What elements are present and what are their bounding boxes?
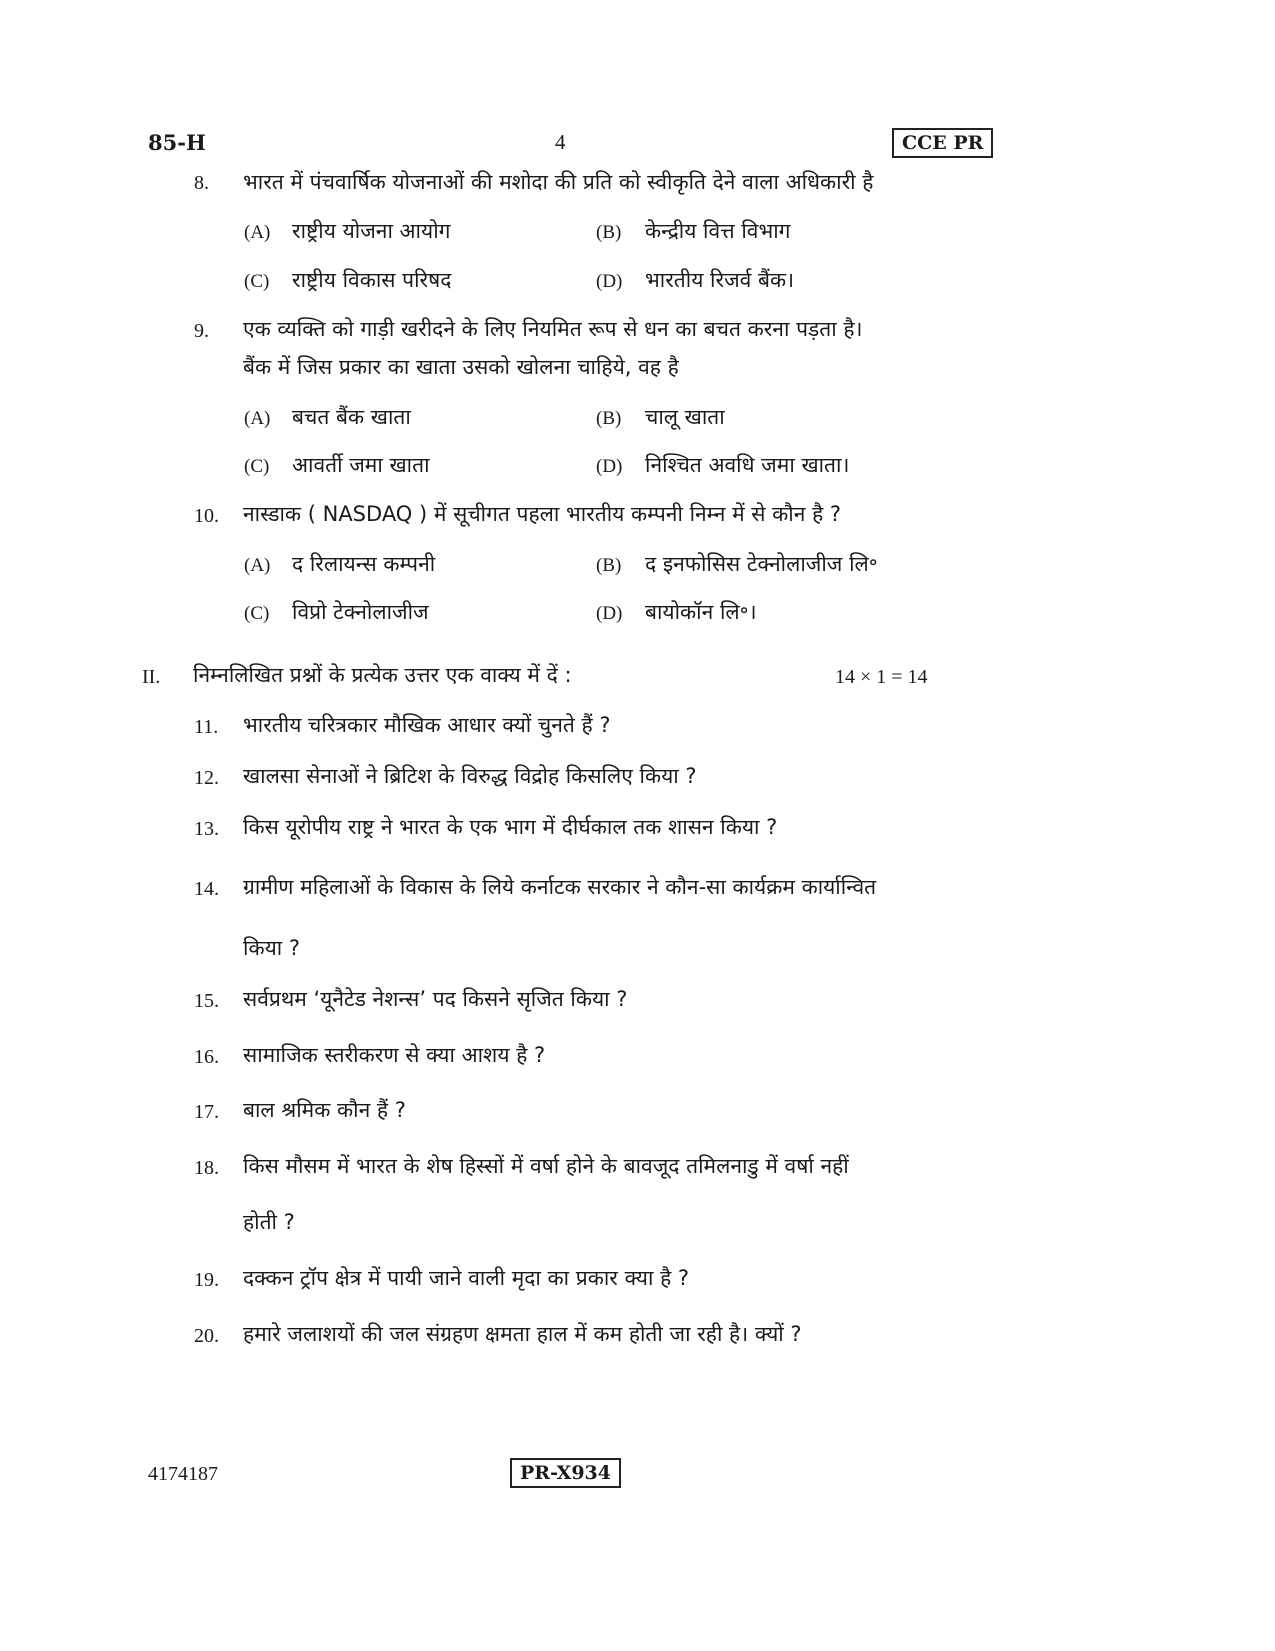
option-text: चालू खाता <box>645 405 725 429</box>
option-text: विप्रो टेक्नोलाजीज <box>292 600 429 624</box>
question-number: 13. <box>194 818 219 840</box>
option-letter: (C) <box>244 271 270 292</box>
question-text: बैंक में जिस प्रकार का खाता उसको खोलना चाहिये, वह है <box>243 355 679 379</box>
question-number: 20. <box>194 1325 219 1347</box>
page-number: 4 <box>555 130 566 154</box>
option-letter: (D) <box>596 456 623 477</box>
option-text: द रिलायन्स कम्पनी <box>292 552 436 576</box>
option-text: राष्ट्रीय योजना आयोग <box>292 219 451 243</box>
paper-code-box <box>510 1458 621 1488</box>
option-text: राष्ट्रीय विकास परिषद <box>292 268 452 292</box>
option-text: आवर्ती जमा खाता <box>292 453 430 477</box>
question-text: एक व्यक्ति को गाड़ी खरीदने के लिए नियमित रूप से धन का बचत करना पड़ता है। <box>243 317 863 341</box>
question-number: 14. <box>194 878 219 900</box>
question-text: सर्वप्रथम ‘यूनैटेड नेशन्स’ पद किसने सृजित किया ? <box>243 987 628 1011</box>
question-number: 15. <box>194 990 219 1012</box>
question-number: 9. <box>194 320 209 342</box>
option-letter: (A) <box>244 408 271 429</box>
exam-tag: CCE PR <box>902 132 984 154</box>
option-letter: (B) <box>596 408 622 429</box>
option-letter: (B) <box>596 555 622 576</box>
section-marks: 14 × 1 = 14 <box>835 666 928 688</box>
question-number: 19. <box>194 1269 219 1291</box>
question-number: 18. <box>194 1157 219 1179</box>
question-text: हमारे जलाशयों की जल संग्रहण क्षमता हाल में कम होती जा रही है। क्यों ? <box>243 1322 802 1346</box>
paper-code: PR-X934 <box>520 1462 611 1484</box>
option-text: केन्द्रीय वित्त विभाग <box>645 219 791 243</box>
question-number: 12. <box>194 767 219 789</box>
question-text: किस यूरोपीय राष्ट्र ने भारत के एक भाग में दीर्घकाल तक शासन किया ? <box>243 815 778 839</box>
option-text: निश्चित अवधि जमा खाता। <box>645 453 850 477</box>
subject-code: 85-H <box>148 130 206 155</box>
question-text: बाल श्रमिक कौन हैं ? <box>243 1098 406 1122</box>
option-text: बचत बैंक खाता <box>292 405 411 429</box>
option-letter: (D) <box>596 271 623 292</box>
question-text: किया ? <box>243 936 301 960</box>
option-letter: (C) <box>244 603 270 624</box>
question-number: 16. <box>194 1046 219 1068</box>
question-number: 8. <box>194 172 209 194</box>
exam-tag-box <box>892 128 993 158</box>
question-text: भारतीय चरित्रकार मौखिक आधार क्यों चुनते हैं ? <box>243 713 611 737</box>
question-text: खालसा सेनाओं ने ब्रिटिश के विरुद्ध विद्रोह किसलिए किया ? <box>243 764 697 788</box>
question-text: नास्डाक ( NASDAQ ) में सूचीगत पहला भारतीय कम्पनी निम्न में से कौन है ? <box>243 502 842 526</box>
option-letter: (A) <box>244 555 271 576</box>
option-text: द इनफोसिस टेक्नोलाजीज लि॰ <box>645 552 878 576</box>
question-number: 17. <box>194 1101 219 1123</box>
option-text: बायोकॉन लि॰। <box>645 600 757 624</box>
question-text: भारत में पंचवार्षिक योजनाओं की मशोदा की प्रति को स्वीकृति देने वाला अधिकारी है <box>243 170 874 194</box>
question-text: होती ? <box>243 1210 295 1234</box>
question-text: दक्कन ट्रॉप क्षेत्र में पायी जाने वाली मृदा का प्रकार क्या है ? <box>243 1266 690 1290</box>
option-letter: (A) <box>244 222 271 243</box>
serial-number: 4174187 <box>148 1463 218 1485</box>
question-number: 11. <box>194 716 219 738</box>
question-number: 10. <box>194 505 219 527</box>
question-text: सामाजिक स्तरीकरण से क्या आशय है ? <box>243 1043 546 1067</box>
question-text: किस मौसम में भारत के शेष हिस्सों में वर्षा होने के बावजूद तमिलनाडु में वर्षा नहीं <box>243 1154 849 1178</box>
section-roman: II. <box>142 666 161 688</box>
option-letter: (D) <box>596 603 623 624</box>
option-letter: (B) <box>596 222 622 243</box>
option-letter: (C) <box>244 456 270 477</box>
option-text: भारतीय रिजर्व बैंक। <box>645 268 795 292</box>
section-instruction: निम्नलिखित प्रश्नों के प्रत्येक उत्तर एक वाक्य में दें : <box>193 663 572 687</box>
question-text: ग्रामीण महिलाओं के विकास के लिये कर्नाटक सरकार ने कौन-सा कार्यक्रम कार्यान्वित <box>243 875 877 899</box>
